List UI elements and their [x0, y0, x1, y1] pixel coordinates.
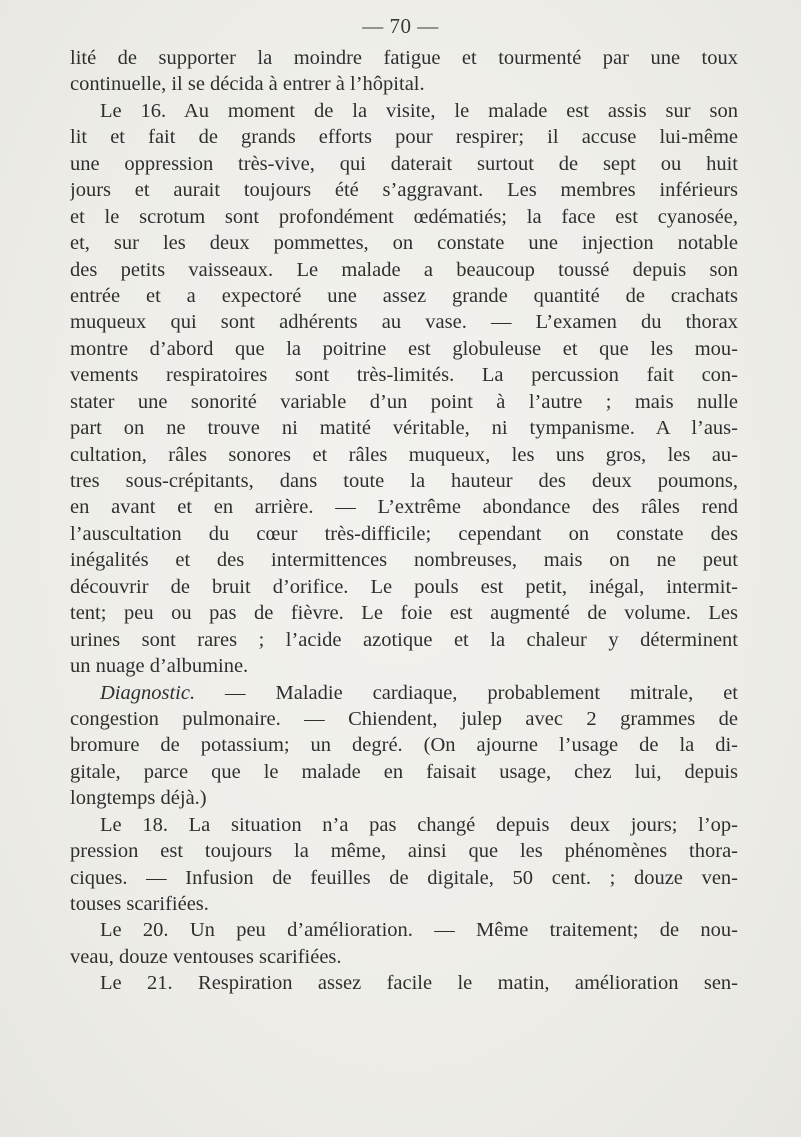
line-text: tres sous-crépitants, dans toute la hauteur des deux poumons, [70, 470, 738, 492]
text-line [70, 151, 738, 177]
text-line [70, 257, 738, 283]
text-line [70, 309, 738, 335]
line-text: urines sont rares ; l’acide azotique et la chaleur y déterminent [70, 628, 738, 651]
line-text: gitale, parce que le malade en faisait usage, chez lui, depuis [70, 760, 738, 783]
line-text: une oppression très-vive, qui daterait surtout de sept ou huit [70, 152, 738, 175]
text-line [70, 627, 738, 653]
line-text: Le 21. Respiration assez facile le matin, amélioration sen- [100, 972, 738, 995]
text-line [70, 944, 738, 970]
line-text: veau, douze ventouses scarifiées. [70, 945, 342, 968]
line-text: Le 18. La situation n’a pas changé depuis deux jours; l’op- [100, 813, 738, 836]
text-line [70, 442, 738, 468]
text-line [70, 494, 738, 520]
line-text: en avant et en arrière. — L’extrême abondance des râles rend [70, 496, 738, 519]
line-text: jours et aurait toujours été s’aggravant. Les membres inférieurs [70, 179, 738, 202]
text-line [70, 865, 738, 891]
line-text: lit et fait de grands efforts pour respirer; il accuse lui-même [70, 126, 738, 149]
line-text: continuelle, il se décida à entrer à l’hôpital. [70, 73, 425, 96]
text-line [70, 521, 738, 547]
line-text: Le 20. Un peu d’amélioration. — Même traitement; de nou- [100, 919, 738, 942]
text-line [70, 680, 738, 706]
text-line [70, 653, 738, 679]
line-text: congestion pulmonaire. — Chiendent, julep avec 2 grammes de [70, 707, 738, 730]
line-text: l’auscultation du cœur très-difficile; cependant on constate des [70, 522, 738, 545]
body-text [70, 45, 738, 997]
text-line [70, 336, 738, 362]
line-text: longtemps déjà.) [70, 787, 207, 810]
text-line [70, 547, 738, 573]
text-line [70, 732, 738, 758]
line-text: tent; peu ou pas de fièvre. Le foie est augmenté de volume. Les [70, 602, 738, 625]
text-line [70, 389, 738, 415]
text-line [70, 600, 738, 626]
text-line [70, 45, 738, 71]
text-line [70, 204, 738, 230]
line-text: et le scrotum sont profondément œdématiés; la face est cyanosée, [70, 205, 738, 228]
text-line [70, 98, 738, 124]
line-text: des petits vaisseaux. Le malade a beaucoup toussé depuis son [70, 258, 738, 281]
line-text: part on ne trouve ni matité véritable, ni tympanisme. A l’aus- [70, 417, 738, 440]
line-text: un nuage d’albumine. [70, 655, 249, 678]
text-line [70, 812, 738, 838]
text-line [70, 124, 738, 150]
text-line [70, 468, 738, 494]
text-line [70, 230, 738, 256]
line-text: montre d’abord que la poitrine est globuleuse et que les mou- [70, 337, 738, 360]
text-line [70, 362, 738, 388]
line-text: pression est toujours la même, ainsi que les phénomènes thora- [70, 840, 738, 863]
text-line [70, 917, 738, 943]
line-text: Le 16. Au moment de la visite, le malade est assis sur son [100, 99, 738, 122]
text-line [70, 71, 738, 97]
text-line [70, 283, 738, 309]
text-line [70, 177, 738, 203]
line-text: vements respiratoires sont très-limités. La percussion fait con- [70, 364, 738, 387]
line-text: et, sur les deux pommettes, on constate une injection notable [70, 232, 738, 255]
line-text: — Maladie cardiaque, probablement mitrale, et [195, 681, 738, 704]
line-text: lité de supporter la moindre fatigue et tourmenté par une toux [70, 47, 738, 69]
line-text: muqueux qui sont adhérents au vase. — L’examen du thorax [70, 311, 738, 334]
text-line [70, 970, 738, 996]
text-line [70, 759, 738, 785]
text-line [70, 838, 738, 864]
text-line [70, 785, 738, 811]
line-text: entrée et a expectoré une assez grande quantité de crachats [70, 284, 738, 307]
line-text: ciques. — Infusion de feuilles de digitale, 50 cent. ; douze ven- [70, 866, 738, 889]
text-line [70, 574, 738, 600]
line-text: touses scarifiées. [70, 893, 209, 915]
line-text: cultation, râles sonores et râles muqueux, les uns gros, les au- [70, 443, 738, 466]
text-line [70, 415, 738, 441]
page-number: — 70 — [362, 14, 439, 38]
italic-heading: Diagnostic. [100, 681, 196, 704]
text-line [70, 891, 738, 917]
line-text: stater une sonorité variable d’un point à l’autre ; mais nulle [70, 390, 738, 413]
text-line [70, 706, 738, 732]
line-text: bromure de potassium; un degré. (On ajourne l’usage de la di- [70, 734, 738, 757]
line-text: inégalités et des intermittences nombreuses, mais on ne peut [70, 549, 738, 572]
line-text: découvrir de bruit d’orifice. Le pouls est petit, inégal, intermit- [70, 575, 738, 598]
